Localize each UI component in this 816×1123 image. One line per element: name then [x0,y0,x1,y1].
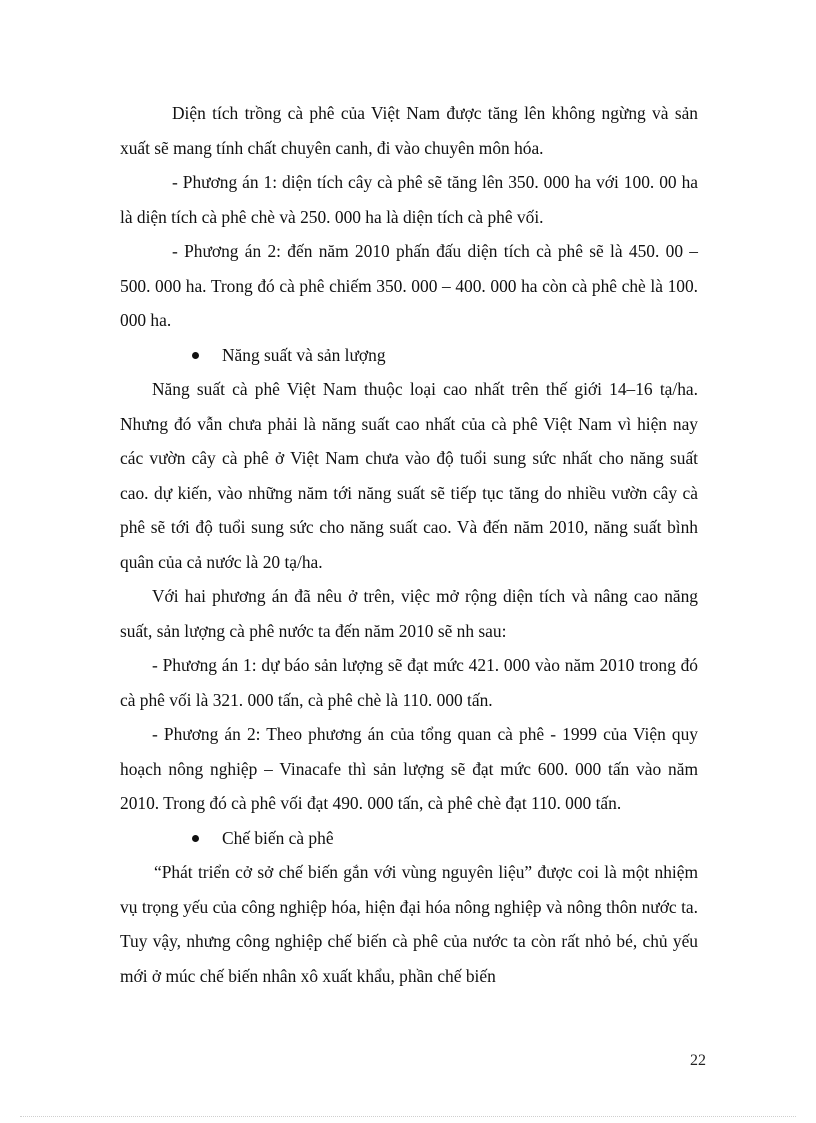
section-heading-yield-text: Năng suất và sản lượng [222,344,386,365]
paragraph-yield: Năng suất cà phê Việt Nam thuộc loại cao nhất trên thế giới 14–16 tạ/ha. Nhưng đó vẫn chưa phải là năng suất cao nhất của cà phê Việt Nam vì hiện nay các vườn cây cà phê ở Việt Nam chưa vào độ tuổi sung sức nhất cho năng suất cao. dự kiến, vào những năm tới năng suất sẽ tiếp tục tăng do nhiều vườn cây cà phê sẽ tới độ tuổi sung sức cho năng suất cao. Và đến năm 2010, năng suất bình quân của cả nước là 20 tạ/ha. [120,379,698,572]
paragraph-area-plan-2: - Phương án 2: đến năm 2010 phấn đấu diện tích cà phê sẽ là 450. 00 – 500. 000 ha. Trong đó cà phê chiếm 350. 000 – 400. 000 ha còn cà phê chè là 100. 000 ha. [120,241,698,330]
paragraph-area-plan-1: - Phương án 1: diện tích cây cà phê sẽ tăng lên 350. 000 ha với 100. 00 ha là diện tích cà phê chè và 250. 000 ha là diện tích cà phê vối. [120,172,698,227]
page-bottom-divider [20,1116,796,1117]
section-heading-processing-text: Chế biến cà phê [222,827,334,848]
page-number: 22 [690,1052,706,1069]
paragraph-processing: “Phát triển cở sở chế biến gắn với vùng nguyên liệu” được coi là một nhiệm vụ trọng yếu của công nghiệp hóa, hiện đại hóa nông nghiệp và nông thôn nước ta. Tuy vậy, nhưng công nghiệp chế biến cà phê của nước ta còn rất nhỏ bé, chủ yếu mới ở múc chế biến nhân xô xuất khẩu, phần chế biến [120,862,698,986]
paragraph-output-intro: Với hai phương án đã nêu ở trên, việc mở rộng diện tích và nâng cao năng suất, sản lượng cà phê nước ta đến năm 2010 sẽ nh sau: [120,586,698,641]
section-heading-yield [120,338,698,373]
page-content [120,96,698,993]
bullet-icon [192,835,199,842]
paragraph-output-plan-1: - Phương án 1: dự báo sản lượng sẽ đạt mức 421. 000 vào năm 2010 trong đó cà phê vối là 321. 000 tấn, cà phê chè là 110. 000 tấn. [120,655,698,710]
paragraph-area-intro: Diện tích trồng cà phê của Việt Nam được tăng lên không ngừng và sản xuất sẽ mang tính chất chuyên canh, đi vào chuyên môn hóa. [120,103,698,158]
bullet-icon [192,352,199,359]
section-heading-processing [120,821,698,856]
paragraph-output-plan-2: - Phương án 2: Theo phương án của tổng quan cà phê - 1999 của Viện quy hoạch nông nghiệp – Vinacafe thì sản lượng sẽ đạt mức 600. 000 tấn vào năm 2010. Trong đó cà phê vối đạt 490. 000 tấn, cà phê chè đạt 110. 000 tấn. [120,724,698,813]
